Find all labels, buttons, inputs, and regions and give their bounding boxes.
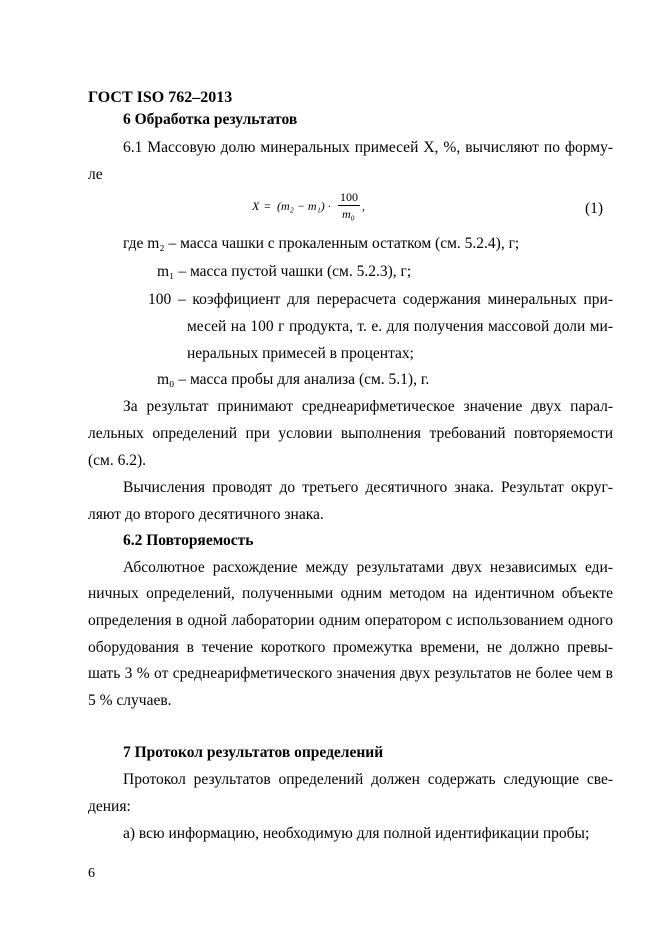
section-6-2-line-3: определения в одной лаборатории одним оператором с использованием одного [88, 612, 613, 629]
formula-1 [252, 191, 392, 225]
paragraph-3-line-2: ляют до второго десятичного знака. [88, 506, 324, 523]
section-6-2-line-5: шать 3 % от среднеарифметического значения двух результатов не более чем в [88, 665, 613, 682]
formula-denominator: m₀ [342, 207, 355, 221]
formula-fraction-bar [338, 205, 360, 206]
paragraph-6-1-line-2: ле [88, 166, 103, 183]
paragraph-2-line-1: За результат принимают среднеарифметическое значение двух парал- [123, 398, 613, 415]
paragraph-3-line-1: Вычисления проводят до третьего десятичного знака. Результат округ- [123, 479, 613, 496]
document-header: ГОСТ ISO 762–2013 [88, 89, 233, 106]
paragraph-2-line-2: лельных определений при условии выполнения требований повторяемости [88, 425, 613, 442]
section-7-heading: 7 Протокол результатов определений [123, 744, 384, 761]
formula-lhs: X [252, 199, 260, 213]
section-6-2-line-1: Абсолютное расхождение между результатами двух независимых еди- [123, 559, 613, 576]
where-line-3: 100 – коэффициент для перерасчета содержания минеральных при- [148, 291, 613, 308]
section-6-2-line-4: оборудования в течение короткого промежутка времени, не должно превы- [88, 639, 613, 656]
where-line-6: m₀ – масса пробы для анализа (см. 5.1), г. [157, 371, 430, 388]
where-line-1: где m₂ – масса чашки с прокаленным остатком (см. 5.2.4), г; [123, 235, 520, 252]
formula-expression: (m₂ − m₁) · [277, 199, 331, 213]
formula-numerator: 100 [340, 190, 358, 204]
formula-comma: , [362, 199, 365, 213]
formula-equals: = [264, 199, 271, 213]
section-7-line-2: дения: [88, 798, 131, 815]
where-line-4: месей на 100 г продукта, т. е. для получения массовой доли ми- [187, 318, 613, 335]
section-6-2-line-6: 5 % случаев. [88, 692, 172, 709]
page-number: 6 [88, 866, 95, 881]
where-line-2: m₁ – масса пустой чашки (см. 5.2.3), г; [157, 263, 412, 280]
paragraph-6-1-line-1: 6.1 Массовую долю минеральных примесей X, %, вычисляют по форму- [123, 139, 613, 156]
section-7-line-3: а) всю информацию, необходимую для полной идентификации пробы; [123, 825, 590, 842]
where-line-5: неральных примесей в процентах; [187, 345, 414, 362]
paragraph-2-line-3: (см. 6.2). [88, 452, 147, 469]
section-6-2-heading: 6.2 Повторяемость [123, 532, 254, 549]
section-6-2-line-2: ничных определений, полученными одним методом на идентичном объекте [88, 585, 613, 602]
formula-number: (1) [585, 200, 604, 217]
section-7-line-1: Протокол результатов определений должен содержать следующие све- [123, 771, 613, 788]
section-6-heading: 6 Обработка результатов [123, 111, 298, 128]
